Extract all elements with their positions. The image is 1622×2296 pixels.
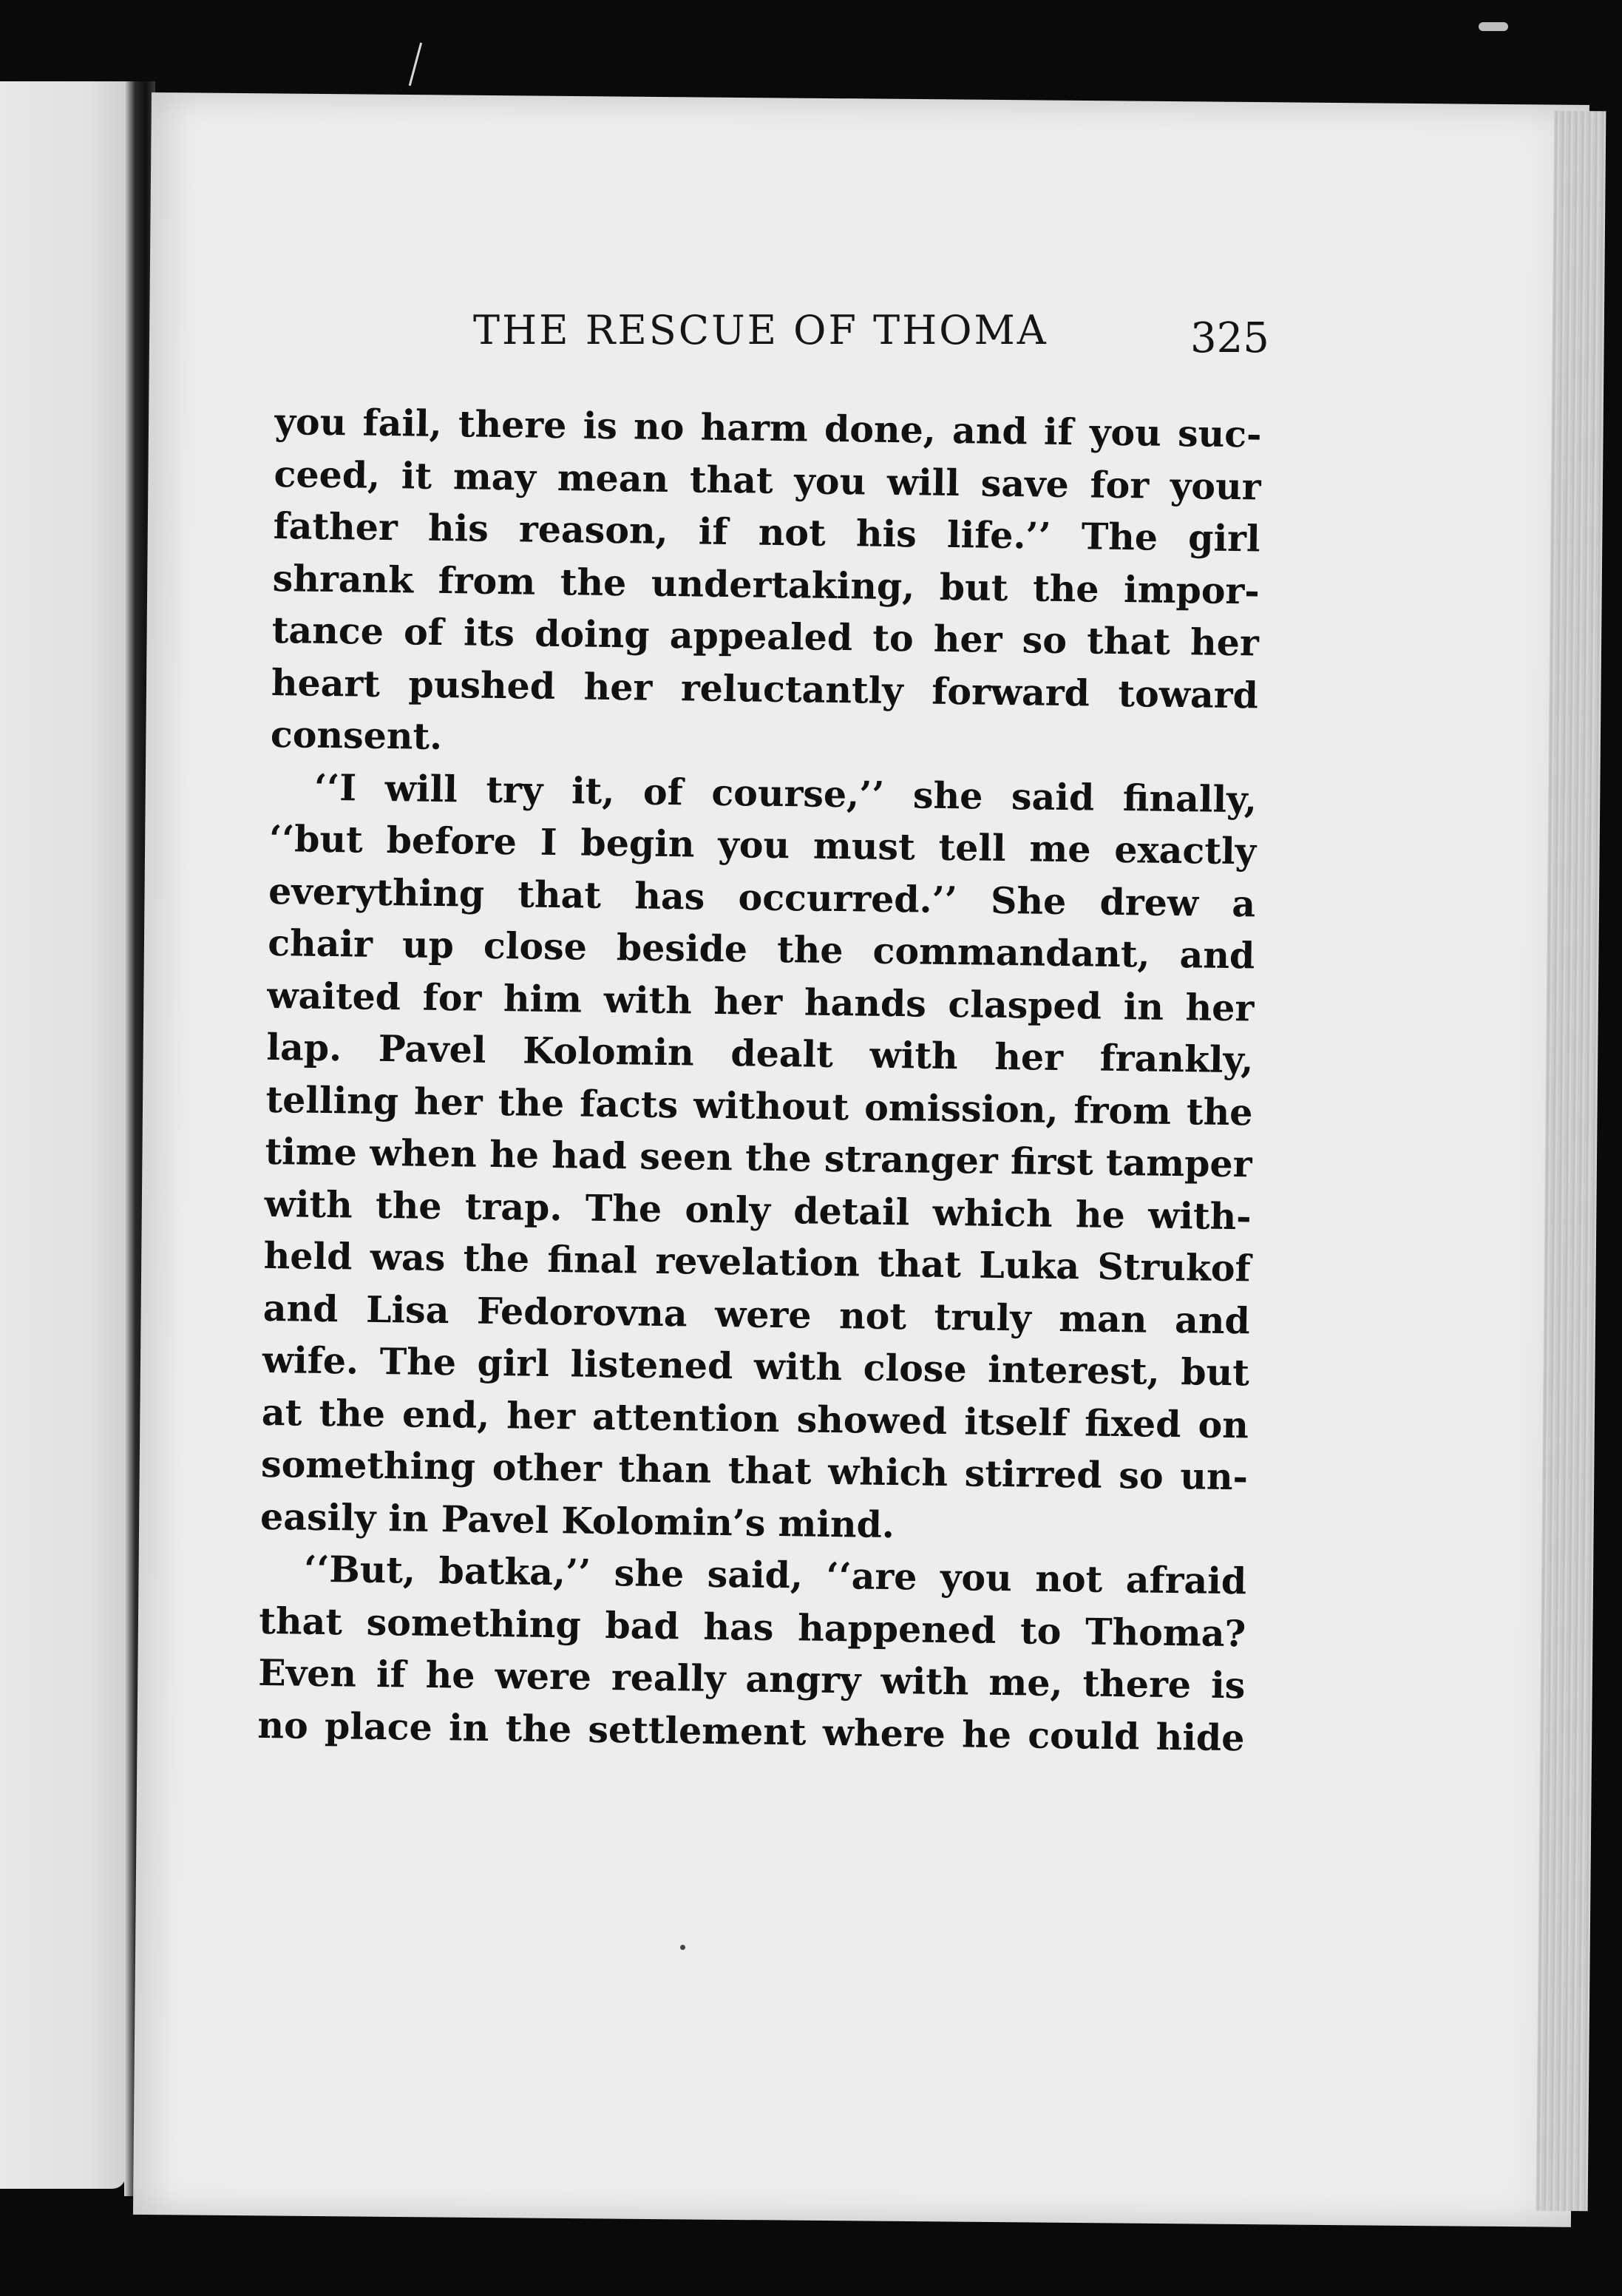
left-page-edge bbox=[0, 81, 126, 2189]
text-line: ‘‘But, batka,’’ she said, ‘‘are you not afraid bbox=[303, 1547, 1247, 1603]
text-line: Even if he were really angry with me, there is bbox=[258, 1650, 1246, 1707]
page-number: 325 bbox=[1190, 314, 1269, 362]
text-line: telling her the facts without omission, from the bbox=[265, 1077, 1253, 1134]
text-line: something other than that which stirred so un- bbox=[260, 1442, 1249, 1499]
text-line: at the end, her attention showed itself fixed on bbox=[261, 1390, 1249, 1446]
text-line: you fail, there is no harm done, and if you suc- bbox=[274, 399, 1262, 456]
text-line: with the trap. The only detail which he with- bbox=[264, 1182, 1252, 1238]
scan-mark bbox=[409, 43, 440, 91]
text-line: ‘‘I will try it, of course,’’ she said finally, bbox=[313, 765, 1258, 821]
text-line: shrank from the undertaking, but the impor- bbox=[272, 556, 1260, 612]
running-head: THE RESCUE OF THOMA bbox=[473, 307, 1048, 353]
scan-speck bbox=[680, 1945, 685, 1950]
text-line: ‘‘but before I begin you must tell me exactly bbox=[268, 816, 1257, 873]
text-line: everything that has occurred.’’ She drew a bbox=[268, 869, 1256, 925]
scan-mark bbox=[1479, 22, 1508, 31]
text-line: that something bad has happened to Thoma? bbox=[258, 1599, 1246, 1655]
text-line: time when he had seen the stranger first tamper bbox=[265, 1129, 1252, 1186]
text-line: heart pushed her reluctantly forward toward bbox=[271, 660, 1259, 717]
text-line: father his reason, if not his life.’’ The girl bbox=[273, 504, 1260, 561]
text-line: wife. The girl listened with close interest, but bbox=[262, 1338, 1250, 1395]
body-text bbox=[257, 396, 1262, 1764]
text-line: ceed, it may mean that you will save for your bbox=[274, 452, 1261, 508]
text-line: chair up close beside the commandant, and bbox=[267, 921, 1255, 978]
text-line: tance of its doing appealed to her so that her bbox=[271, 608, 1260, 665]
text-line: lap. Pavel Kolomin dealt with her frankly, bbox=[266, 1025, 1254, 1082]
text-line: held was the final revelation that Luka Strukof bbox=[263, 1233, 1252, 1290]
text-line: consent. bbox=[270, 712, 443, 758]
text-line: no place in the settlement where he could hide bbox=[257, 1703, 1245, 1759]
text-line: easily in Pavel Kolomin’s mind. bbox=[259, 1494, 895, 1546]
text-line: waited for him with her hands clasped in her bbox=[267, 973, 1255, 1029]
text-line: and Lisa Fedorovna were not truly man and bbox=[262, 1286, 1251, 1342]
